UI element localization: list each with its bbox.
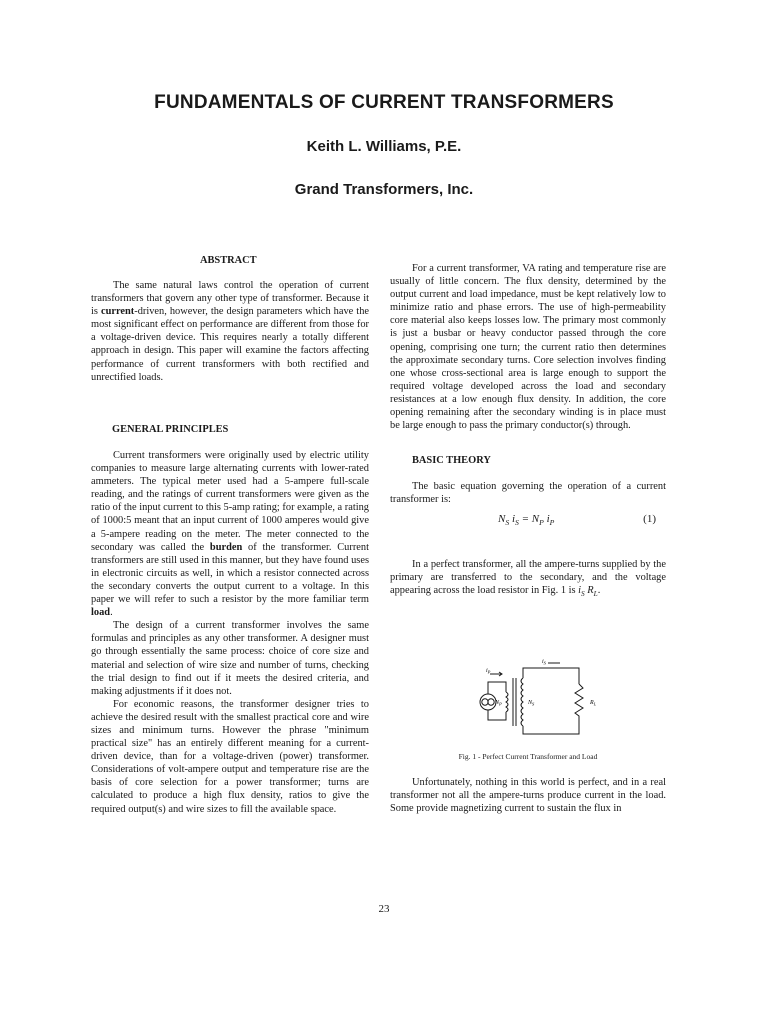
abstract-text-1: The same natural laws control the operation of current transformers that govern any other type of transformer. Because it is xyxy=(91,280,369,318)
gp-p1-bold2: load xyxy=(91,607,111,619)
label-np: $N_P$ xyxy=(495,700,502,707)
label-is: $i_S$ xyxy=(542,659,546,666)
bt-p2-math: $i_S$ $R_L$ xyxy=(578,585,598,599)
label-ip: $i_P$ xyxy=(486,668,491,675)
abstract-text-2: -driven, however, the design parameters which have the most significant effect on performance are different from those for a voltage-driven device. This requires nearly a totally different approach in design. This paper will examine the factors affecting performance of current transformers with both rectified and unrectified loads. xyxy=(91,306,370,383)
basic-theory-paragraph-2 xyxy=(390,558,666,601)
general-principles-body xyxy=(91,449,369,816)
gp-p1-a: Current transformers were originally used by electric utility companies to measure large alternating currents with lower-rated ammeters. The typical meter used had a 5-ampere full-scale reading, and the ratings of current transformers were given as the ratio of the input current to this 5-amp rating; for example, a rating of 1000:5 meant that an input current of 1000 amperes would give a 5-ampere reading on the meter. The meter connected to the secondary was called the xyxy=(91,450,369,553)
basic-theory-heading: BASIC THEORY xyxy=(412,455,491,466)
gp-paragraph-3: For economic reasons, the transformer designer tries to achieve the desired result with the smallest practical core and wire sizes and minimum turns. However the phrase "minimum practical size" has an entirely different meaning for a current-driven device, than for a voltage-driven (power) transformer. Considerations of volt-ampere output and temperature rise are the basis of core selection for a power transformer; turns are calculated to produce a high flux density, ratios to give the required output(s) and wire sizes to fill the available space. xyxy=(91,698,369,815)
load-resistor xyxy=(575,684,583,720)
equation-body: $N_S$ $i_S = N_P$ $i_P$ xyxy=(498,513,555,528)
primary-coil xyxy=(506,692,508,712)
gp-p1-bold: burden xyxy=(209,541,243,553)
gp-p1-c: . xyxy=(110,607,113,619)
abstract-heading: ABSTRACT xyxy=(200,255,257,266)
gp-paragraph-2: The design of a current transformer involves the same formulas and principles as any other transformer. A designer must go through essentially the same process: choice of core size and material and selection of wire size and number of turns, checking the trial design to find out if it meets the desired criteria, and making adjustments if it does not. xyxy=(91,620,369,697)
paper-title: FUNDAMENTALS OF CURRENT TRANSFORMERS xyxy=(154,92,614,113)
author-name: Keith L. Williams, P.E. xyxy=(306,138,462,155)
secondary-coil xyxy=(521,678,523,726)
page-number: 23 xyxy=(378,903,390,915)
author-affiliation: Grand Transformers, Inc. xyxy=(294,181,474,198)
label-rl: $R_L$ xyxy=(590,700,597,707)
general-principles-heading: GENERAL PRINCIPLES xyxy=(112,424,229,435)
abstract-body xyxy=(91,279,369,384)
basic-theory-paragraph-3 xyxy=(390,776,666,815)
bt-paragraph-1: The basic equation governing the operation of a current transformer is: xyxy=(390,481,666,506)
right-intro-paragraph: For a current transformer, VA rating and temperature rise are usually of little concern. The flux density, determined by the output current and load impedance, must be kept relatively low to minimize ratio and phase errors. The use of high-permeability core material also keeps losses low. The primary most commonly is just a busbar or heavy conductor passed through the core opening, comprising one turn; the current ratio then determines the approximate secondary turns. Core selection involves finding one whose cross-sectional area is large enough to support the required voltage developed across the load and secondary resistances at a low enough flux density. In addition, the core opening remaining after the secondary winding is in place must be large enough to pass the primary conductor(s) through. xyxy=(390,263,666,432)
gp-p1-b: of the transformer. Current transformers are still used in this manner, but they have found uses in electronic circuits as well, in which a resistor connected across the secondary converts the output current to a voltage. In this paper we will refer to such a resistor by the more familiar term xyxy=(91,541,369,606)
abstract-text-bold: current xyxy=(100,306,135,318)
label-ns: $N_S$ xyxy=(528,700,535,707)
bt-p2-b: . xyxy=(597,585,601,597)
right-intro-body xyxy=(390,262,666,432)
basic-theory-intro xyxy=(390,480,666,506)
figure-1-circuit xyxy=(476,659,606,740)
bt-p2-a: In a perfect transformer, all the ampere-turns supplied by the primary are transferred to the secondary, and the voltage appearing across the load resistor in Fig. 1 is xyxy=(390,559,666,597)
bt-paragraph-3: Unfortunately, nothing in this world is perfect, and in a real transformer not all the ampere-turns produce current in the load. Some provide magnetizing current to sustain the flux in xyxy=(390,777,666,815)
figure-1-caption: Fig. 1 - Perfect Current Transformer and Load xyxy=(458,752,598,761)
equation-number: (1) xyxy=(643,513,656,525)
